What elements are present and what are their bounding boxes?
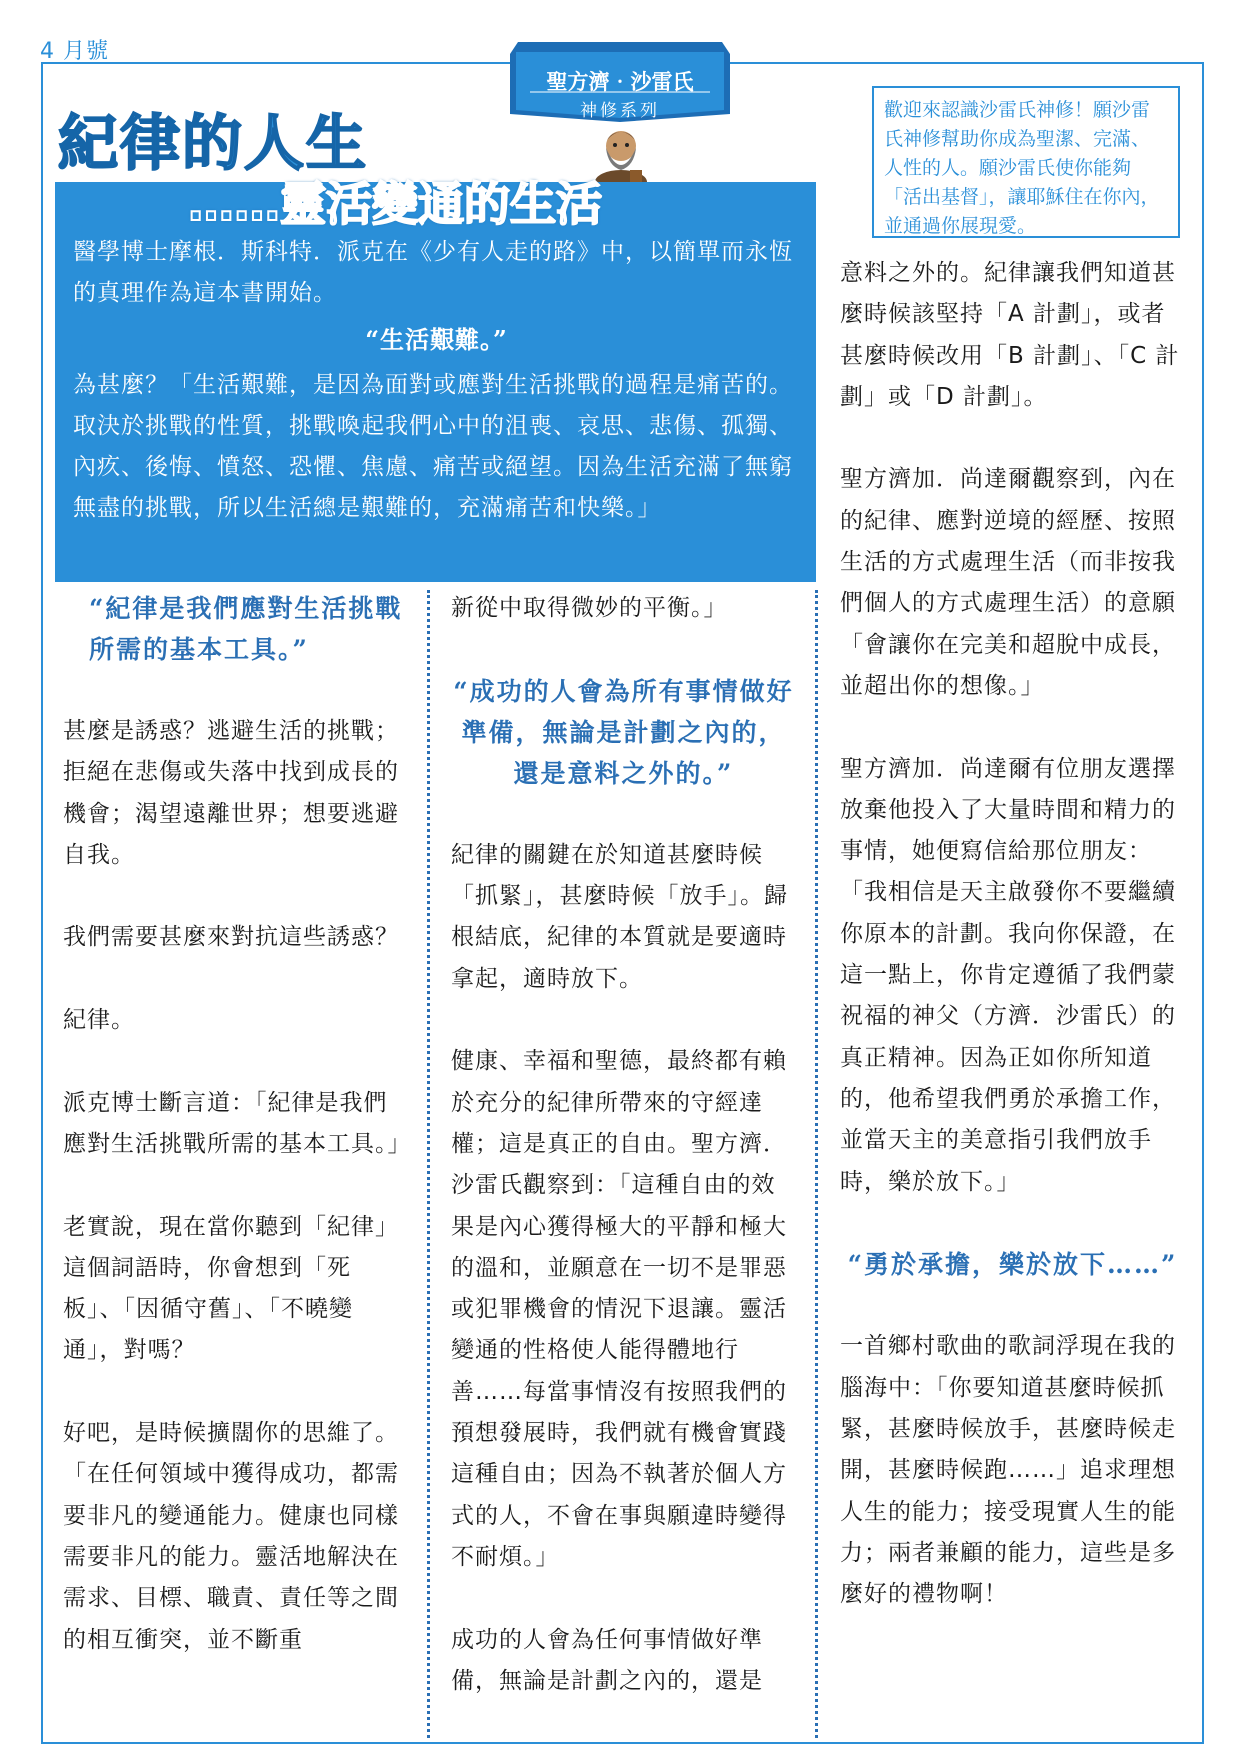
col3-paragraph-3: 一首鄉村歌曲的歌詞浮現在我的腦海中：「你要知道甚麼時候抓緊，甚麼時候放手，甚麼時候走開，甚麼時候跑……」追求理想人生的能力；接受現實人生的能力；兩者兼顧的能力，這些是多麼好的禮物啊！ bbox=[840, 1333, 1176, 1608]
col1-paragraph-4: 派克博士斷言道：「紀律是我們應對生活挑戰所需的基本工具。」 bbox=[63, 1089, 412, 1157]
col1-paragraph-6: 好吧，是時候擴闊你的思維了。「在任何領域中獲得成功，都需要非凡的變通能力。健康也同樣需要非凡的能力。靈活地解決在需求、目標、職責、責任等之間的相互衝突，並不斷重 bbox=[63, 1420, 399, 1653]
page-subtitle: ……靈活變通的生活 bbox=[188, 177, 602, 231]
intro-quote: “生活艱難。” bbox=[365, 325, 508, 354]
intro-paragraph-2: 為甚麼？「生活艱難，是因為面對或應對生活挑戰的過程是痛苦的。取決於挑戰的性質，挑戰喚起我們心中的沮喪、哀思、悲傷、孤獨、內疚、後悔、憤怒、恐懼、焦慮、痛苦或絕望。因為生活充滿了無窮無盡的挑戰，所以生活總是艱難的，充滿痛苦和快樂。」 bbox=[73, 372, 793, 521]
col1-paragraph-1: 甚麼是誘惑？逃避生活的挑戰；拒絕在悲傷或失落中找到成長的機會；渴望遠離世界；想要逃避自我。 bbox=[63, 718, 399, 868]
col2-paragraph-3: 成功的人會為任何事情做好準備，無論是計劃之內的，還是 bbox=[451, 1626, 763, 1694]
column-2 bbox=[451, 588, 796, 1743]
ribbon-title: 聖方濟‧沙雷氏 bbox=[546, 69, 694, 94]
pull-quote-2: “成功的人會為所有事情做好準備，無論是計劃之內的，還是意料之外的。” bbox=[453, 676, 794, 788]
col1-paragraph-3: 紀律。 bbox=[63, 1007, 135, 1034]
col2-paragraph-0: 新從中取得微妙的平衡。」 bbox=[451, 595, 728, 621]
welcome-box: 歡迎來認識沙雷氏神修！願沙雷氏神修幫助你成為聖潔、完滿、人性的人。願沙雷氏使你能夠「活出基督」，讓耶穌住在你內，並通過你展現愛。 bbox=[872, 86, 1180, 238]
column-1 bbox=[63, 588, 412, 1702]
col2-paragraph-1: 紀律的關鍵在於知道甚麼時候「抓緊」，甚麼時候「放手」。歸根結底，紀律的本質就是要適時拿起，適時放下。 bbox=[451, 841, 788, 992]
col3-paragraph-1: 聖方濟加．尚達爾觀察到，內在的紀律、應對逆境的經歷、按照生活的方式處理生活（而非按我們個人的方式處理生活）的意願「會讓你在完美和超脫中成長，並超出你的想像。」 bbox=[840, 466, 1176, 699]
col1-paragraph-2: 我們需要甚麼來對抗這些誘惑？ bbox=[63, 924, 399, 951]
page-title: 紀律的人生 bbox=[58, 109, 368, 179]
pull-quote-1: “紀律是我們應對生活挑戰所需的基本工具。” bbox=[89, 594, 403, 664]
col3-paragraph-0: 意料之外的。紀律讓我們知道甚麼時候該堅持「A 計劃」，或者甚麼時候改用「B 計劃」、「C 計劃」或「D 計劃」。 bbox=[840, 260, 1180, 410]
intro-paragraph-1: 醫學博士摩根．斯科特．派克在《少有人走的路》中，以簡單而永恆的真理作為這本書開始。 bbox=[73, 239, 793, 306]
col2-paragraph-2: 健康、幸福和聖德，最終都有賴於充分的紀律所帶來的守經達權；這是真正的自由。聖方濟．沙雷氏觀察到：「這種自由的效果是內心獲得極大的平靜和極大的溫和，並願意在一切不是罪惡或犯罪機會的情況下退讓。靈活變通的性格使人能得體地行善……每當事情沒有按照我們的預想發展時，我們就有機會實踐這種自由；因為不執著於個人方式的人，不會在事與願違時變得不耐煩。」 bbox=[451, 1048, 787, 1570]
ribbon-subtitle: 神修系列 bbox=[580, 101, 660, 121]
column-divider-2 bbox=[815, 590, 818, 1738]
column-divider-1 bbox=[427, 590, 430, 1738]
pull-quote-3: “勇於承擔，樂於放下……” bbox=[847, 1250, 1178, 1280]
column-3 bbox=[840, 253, 1185, 1657]
issue-month: 4 月號 bbox=[40, 39, 109, 64]
col1-paragraph-5: 老實說，現在當你聽到「紀律」這個詞語時，你會想到「死板」、「因循守舊」、「不曉變通」，對嗎？ bbox=[63, 1213, 399, 1364]
intro-box bbox=[55, 182, 816, 582]
col3-paragraph-2: 聖方濟加．尚達爾有位朋友選擇放棄他投入了大量時間和精力的事情，她便寫信給那位朋友：「我相信是天主啟發你不要繼續你原本的計劃。我向你保證，在這一點上，你肯定遵循了我們蒙祝福的神父（方濟．沙雷氏）的真正精神。因為正如你所知道的，他希望我們勇於承擔工作，並當天主的美意指引我們放手時，樂於放下。」 bbox=[840, 755, 1176, 1195]
series-ribbon bbox=[510, 42, 730, 122]
